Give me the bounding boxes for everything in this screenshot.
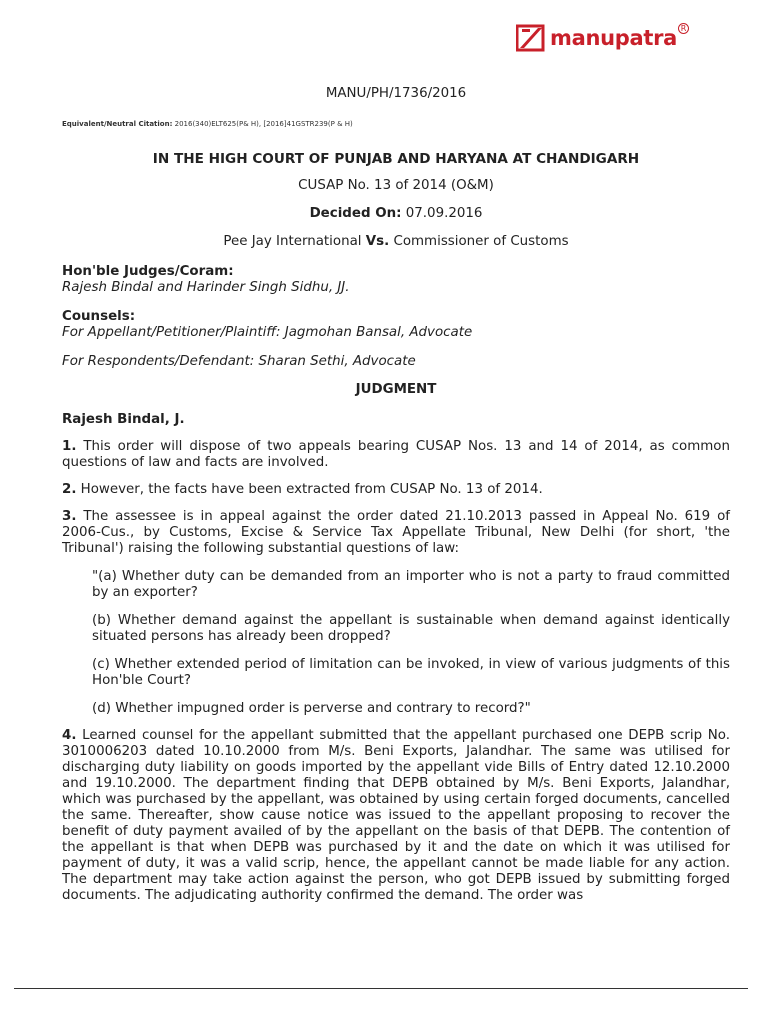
question-c: (c) Whether extended period of limitation can be invoked, in view of various judgments of this Hon'ble Court? xyxy=(92,657,730,688)
court-title: IN THE HIGH COURT OF PUNJAB AND HARYANA AT CHANDIGARH xyxy=(152,151,640,167)
paragraph-text: This order will dispose of two appeals bearing CUSAP Nos. 13 and 14 of 2014, as common questions of law and facts are involved. xyxy=(62,439,730,470)
paragraph-number: 4. xyxy=(62,728,77,743)
citation-value: 2016(340)ELT625(P& H), [2016]41GSTR239(P & H) xyxy=(174,120,353,128)
paragraph-text: Learned counsel for the appellant submitted that the appellant purchased one DEPB scrip No. 3010006203 dated 10.10.2000 from M/s. Beni Exports, Jalandhar. The same was utilised for discharging duty liability on goods imported by the appellant vide Bills of Entry dated 12.10.2000 and 19.10.2000. The department finding that DEPB obtained by M/s. Beni Exports, Jalandhar, which was purchased by the appellant, was obtained by using certain forged documents, cancelled the same. Thereafter, show cause notice was issued to the appellant proposing to recover the benefit of duty payment availed of by the appellant on the basis of that DEPB. The contention of the appellant is that when DEPB was purchased by it and the date on which it was utilised for payment of duty, it was a valid scrip, hence, the appellant cannot be made liable for any action. The department may take action against the person, who got DEPB issued by submitting forged documents. The adjudicating authority confirmed the demand. The order was xyxy=(62,728,730,903)
judgment-heading: JUDGMENT xyxy=(355,382,437,397)
paragraph-3 xyxy=(62,509,730,557)
question-b: (b) Whether demand against the appellant is sustainable when demand against identically situated persons has already been dropped? xyxy=(92,613,730,644)
judge-heading: Rajesh Bindal, J. xyxy=(62,412,185,427)
parties-line xyxy=(62,234,730,250)
counsels-label: Counsels: xyxy=(62,309,136,324)
manupatra-logo xyxy=(516,22,689,54)
document-content xyxy=(62,86,730,904)
case-number: CUSAP No. 13 of 2014 (O&M) xyxy=(298,178,494,193)
paragraph-4 xyxy=(62,728,730,904)
question-d: (d) Whether impugned order is perverse and contrary to record?" xyxy=(92,701,531,716)
decided-on xyxy=(62,206,730,222)
registered-mark-icon: R xyxy=(678,23,689,34)
paragraph-number: 3. xyxy=(62,509,77,524)
counsel-respondent: For Respondents/Defendant: Sharan Sethi, Advocate xyxy=(62,354,416,369)
paragraph-number: 1. xyxy=(62,439,77,454)
footer-divider xyxy=(14,988,748,989)
logo-text: manupatra xyxy=(550,26,678,50)
question-a: "(a) Whether duty can be demanded from an importer who is not a party to fraud committed by an exporter? xyxy=(92,569,730,600)
manupatra-logo-icon xyxy=(516,24,546,52)
judges-label: Hon'ble Judges/Coram: xyxy=(62,264,234,279)
judges-names: Rajesh Bindal and Harinder Singh Sidhu, JJ. xyxy=(62,280,350,295)
decided-label: Decided On: xyxy=(309,206,402,221)
manu-id: MANU/PH/1736/2016 xyxy=(325,86,467,101)
citation-line xyxy=(62,116,730,132)
paragraph-1 xyxy=(62,439,730,471)
party-respondent: Commissioner of Customs xyxy=(393,234,569,249)
paragraph-2 xyxy=(62,482,730,498)
party-appellant: Pee Jay International xyxy=(223,234,362,249)
paragraph-number: 2. xyxy=(62,482,77,497)
citation-label: Equivalent/Neutral Citation: xyxy=(62,120,173,128)
counsel-appellant: For Appellant/Petitioner/Plaintiff: Jagmohan Bansal, Advocate xyxy=(62,325,473,340)
paragraph-text: The assessee is in appeal against the order dated 21.10.2013 passed in Appeal No. 619 of 2006-Cus., by Customs, Excise & Service Tax Appellate Tribunal, New Delhi (for short, 'the Tribunal') raising the following substantial questions of law: xyxy=(62,509,730,556)
paragraph-text: However, the facts have been extracted from CUSAP No. 13 of 2014. xyxy=(80,482,543,497)
decided-date: 07.09.2016 xyxy=(405,206,483,221)
versus-label: Vs. xyxy=(365,234,390,249)
